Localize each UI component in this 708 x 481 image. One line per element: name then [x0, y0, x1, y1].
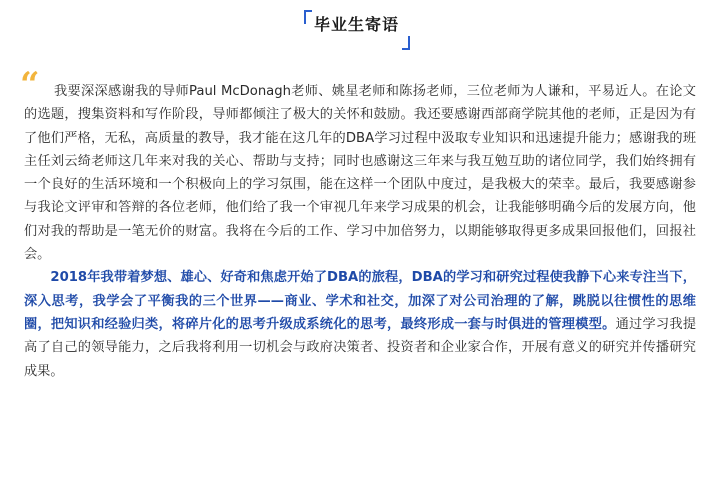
title-bracket-close-icon — [402, 36, 410, 50]
article-body — [24, 80, 696, 383]
quote-mark-icon: “ — [20, 65, 40, 105]
paragraph-2-rest: 通过学习我提高了自己的领导能力，之后我将利用一切机会与政府决策者、投资者和企业家合作，开展有意义的研究并传播研究成果。 — [24, 316, 697, 379]
paragraph-1: 我要深深感谢我的导师Paul McDonagh老师、姚星老师和陈扬老师，三位老师为人谦和，平易近人。在论文的选题，搜集资料和写作阶段，导师都倾注了极大的关怀和鼓励。我还要感谢西部商学院其他的老师，正是因为有了他们严格，无私，高质量的教导，我才能在这几年的DBA学习过程中汲取专业知识和迅速提升能力；感谢我的班主任刘云绮老师这几年来对我的关心、帮助与支持；同时也感谢这三年来与我互勉互助的诸位同学，我们始终拥有一个良好的生活环境和一个积极向上的学习氛围，能在这样一个团队中度过，是我极大的荣幸。最后，我要感谢参与我论文评审和答辩的各位老师，他们给了我一个审视几年来学习成果的机会，让我能够明确今后的发展方向，他们对我的帮助是一笔无价的财富。我将在今后的工作、学习中加倍努力，以期能够取得更多成果回报他们，回报社会。 — [24, 84, 696, 263]
title-bracket-open-icon — [304, 10, 312, 24]
title-header — [0, 0, 708, 56]
paragraph-2-emphasis: 2018年我带着梦想、雄心、好奇和焦虑开始了DBA的旅程，DBA的学习和研究过程使我静下心来专注当下，深入思考，我学会了平衡我的三个世界——商业、学术和社交，加深了对公司治理的了解，跳脱以往惯性的思维圈，把知识和经验归类，将碎片化的思考升级成系统化的思考，最终形成一套与时俱进的管理模型。 — [24, 270, 696, 332]
paragraph-2 — [24, 266, 696, 382]
page-title: 毕业生寄语 — [314, 15, 400, 34]
